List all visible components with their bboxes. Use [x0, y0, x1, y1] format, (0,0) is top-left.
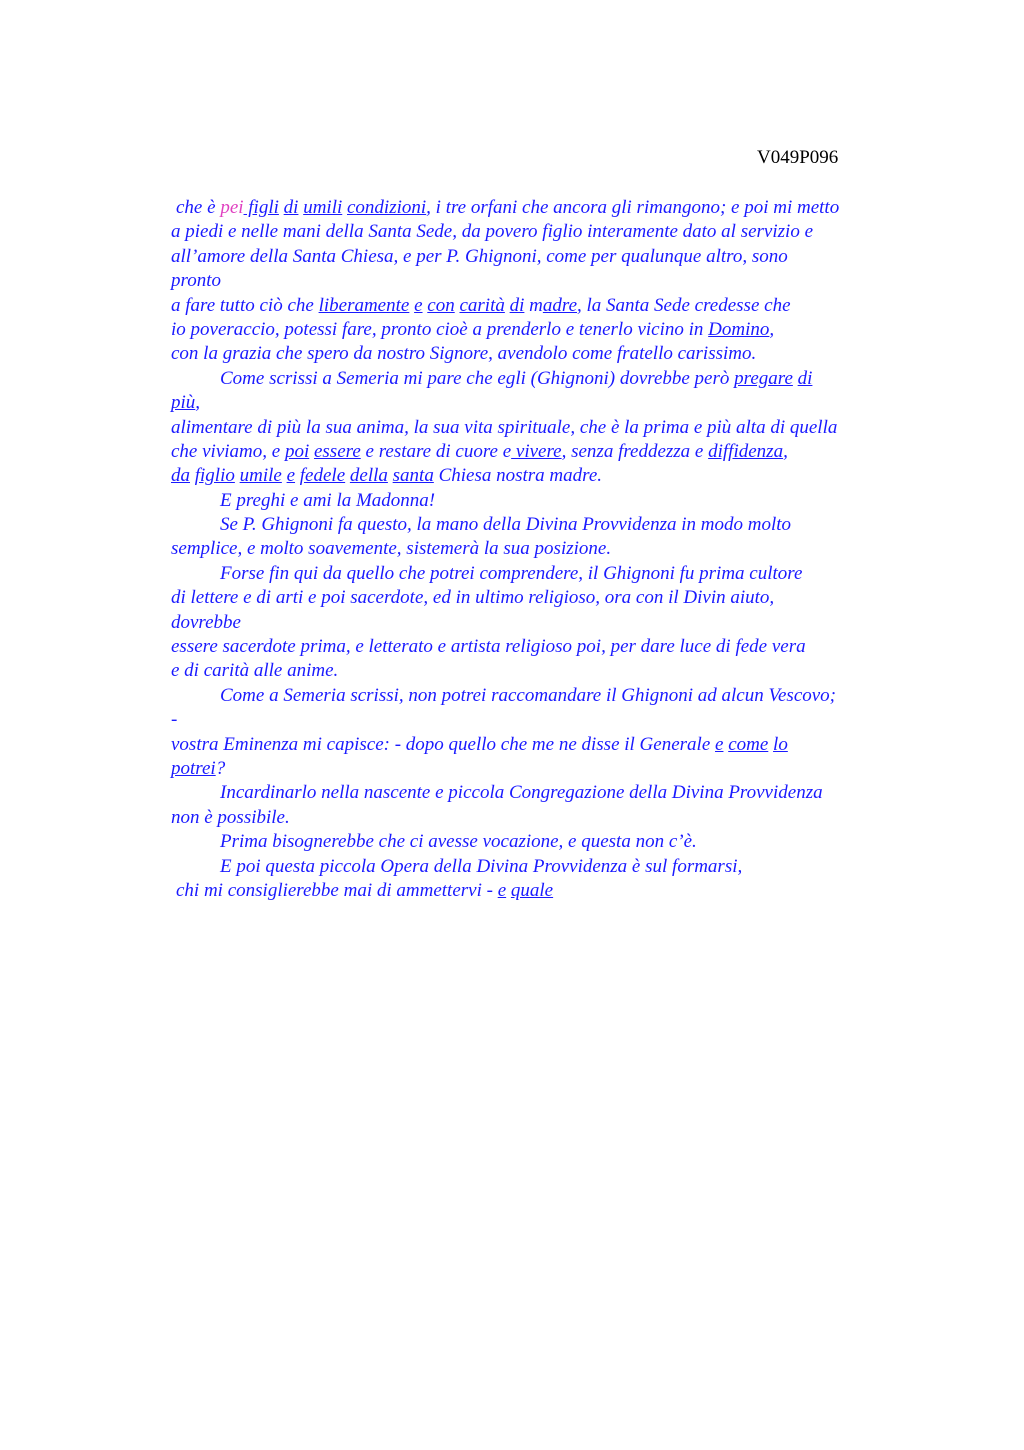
letter-line	[171, 342, 911, 366]
text-run: chi mi consiglierebbe mai di ammettervi -	[176, 879, 498, 901]
underlined-word: santa	[392, 465, 434, 487]
underlined-word: e	[715, 733, 724, 755]
letter-line	[171, 806, 911, 830]
letter-line	[171, 830, 911, 854]
text-run: E preghi e ami la Madonna!	[220, 489, 436, 511]
letter-line	[171, 489, 911, 513]
letter-line	[171, 196, 911, 220]
text-run: che è	[176, 197, 221, 218]
underlined-word: di	[283, 197, 299, 218]
text-run: non è possibile.	[171, 806, 290, 828]
letter-line	[171, 611, 911, 635]
underlined-word: carità	[459, 294, 505, 316]
text-run: , i tre orfani che ancora gli rimangono; e poi mi metto	[426, 197, 840, 218]
underlined-word: fedele	[299, 465, 346, 487]
underlined-word: potrei	[171, 757, 216, 779]
text-run: all’amore della Santa Chiesa, e per P. Ghignoni, come per qualunque altro, sono	[171, 245, 788, 267]
letter-line	[171, 855, 911, 879]
underlined-word: vivere	[511, 440, 562, 462]
text-run: Come a Semeria scrissi, non potrei raccomandare il Ghignoni ad alcun Vescovo;	[220, 684, 837, 706]
letter-line	[171, 635, 911, 659]
letter-line	[171, 757, 911, 781]
text-run: Chiesa nostra madre.	[433, 465, 603, 487]
letter-line	[171, 220, 911, 244]
underlined-word: e	[414, 294, 423, 316]
text-run: Se P. Ghignoni fa questo, la mano della Divina Provvidenza in modo molto	[220, 514, 792, 536]
letter-line	[171, 464, 911, 488]
underlined-word: come	[728, 733, 769, 755]
underlined-word: umili	[303, 197, 343, 218]
text-run: , senza freddezza e	[561, 440, 709, 462]
letter-line	[171, 513, 911, 537]
page-id: V049P096	[757, 147, 839, 168]
text-run: pronto	[171, 270, 221, 292]
text-run: essere sacerdote prima, e letterato e artista religioso poi, per dare luce di fede vera	[171, 636, 806, 658]
underlined-word: umile	[239, 465, 282, 487]
text-run: , la Santa Sede credesse che	[577, 294, 791, 316]
letter-line	[171, 537, 911, 561]
text-run: io poveraccio, potessi fare, pronto cioè a prenderlo e tenerlo vicino in	[171, 318, 709, 340]
underlined-word: condizioni	[347, 197, 427, 218]
text-run: ,	[769, 318, 775, 340]
underlined-word: pregare	[734, 367, 793, 389]
underlined-word: figlio	[194, 465, 235, 487]
underlined-word: liberamente	[318, 294, 410, 316]
letter-line	[171, 781, 911, 805]
text-run: m	[524, 294, 543, 316]
text-run: ?	[215, 757, 226, 779]
text-run: e restare di cuore e	[360, 440, 512, 462]
text-run: alimentare di più la sua anima, la sua vita spirituale, che è la prima e più alta di quella	[171, 416, 838, 438]
text-run: e di carità alle anime.	[171, 660, 339, 682]
text-run: ,	[195, 392, 201, 414]
underlined-word: e	[286, 465, 296, 487]
letter-line	[171, 562, 911, 586]
text-run: -	[171, 709, 178, 731]
text-run: a piedi e nelle mani della Santa Sede, da povero figlio interamente dato al servizio e	[171, 221, 814, 243]
letter-line	[171, 879, 911, 903]
letter-line	[171, 659, 911, 683]
text-run: Come scrissi a Semeria mi pare che egli (Ghignoni) dovrebbe però	[220, 367, 735, 389]
underlined-word: Domino	[708, 318, 770, 340]
text-run: dovrebbe	[171, 611, 241, 633]
underlined-word: poi	[284, 440, 310, 462]
text-run: Prima bisognerebbe che ci avesse vocazione, e questa non c’è.	[220, 831, 697, 853]
text-run: Forse fin qui da quello che potrei comprendere, il Ghignoni fu prima cultore	[220, 562, 803, 584]
text-run: semplice, e molto soavemente, sistemerà la sua posizione.	[171, 538, 612, 560]
letter-line	[171, 586, 911, 610]
underlined-word: lo	[773, 733, 788, 755]
text-run: E poi questa piccola Opera della Divina Provvidenza è sul formarsi,	[220, 855, 743, 877]
underlined-word: adre	[542, 294, 577, 316]
letter-line	[171, 367, 911, 391]
underlined-word: essere	[313, 440, 361, 462]
underlined-word: quale	[510, 879, 554, 901]
text-run: che viviamo, e	[171, 440, 285, 462]
text-run: vostra Eminenza mi capisce: - dopo quello che me ne disse il Generale	[171, 733, 716, 755]
letter-line	[171, 245, 911, 269]
underlined-word: da	[171, 465, 190, 487]
text-run: ,	[783, 440, 788, 462]
letter-body	[171, 196, 911, 903]
text-run: a fare tutto ciò che	[171, 294, 319, 316]
letter-line	[171, 269, 911, 293]
letter-line	[171, 684, 911, 708]
text-run: di lettere e di arti e poi sacerdote, ed in ultimo religioso, ora con il Divin aiuto,	[171, 587, 775, 609]
letter-line	[171, 391, 911, 415]
underlined-word: della	[349, 465, 388, 487]
letter-line	[171, 318, 911, 342]
letter-line	[171, 416, 911, 440]
letter-line	[171, 294, 911, 318]
underlined-word: diffidenza	[708, 440, 784, 462]
underlined-word: più	[171, 392, 196, 414]
underlined-word: di	[509, 294, 525, 316]
text-run: Incardinarlo nella nascente e piccola Congregazione della Divina Provvidenza	[220, 782, 823, 804]
letter-line	[171, 708, 911, 732]
underlined-word: figli	[243, 197, 279, 218]
letter-line	[171, 440, 911, 464]
underlined-word: con	[427, 294, 455, 316]
highlighted-word: pei	[220, 197, 244, 218]
letter-line	[171, 733, 911, 757]
underlined-word: di	[797, 367, 813, 389]
text-run: con la grazia che spero da nostro Signore, avendolo come fratello carissimo.	[171, 343, 757, 365]
underlined-word: e	[497, 879, 507, 901]
